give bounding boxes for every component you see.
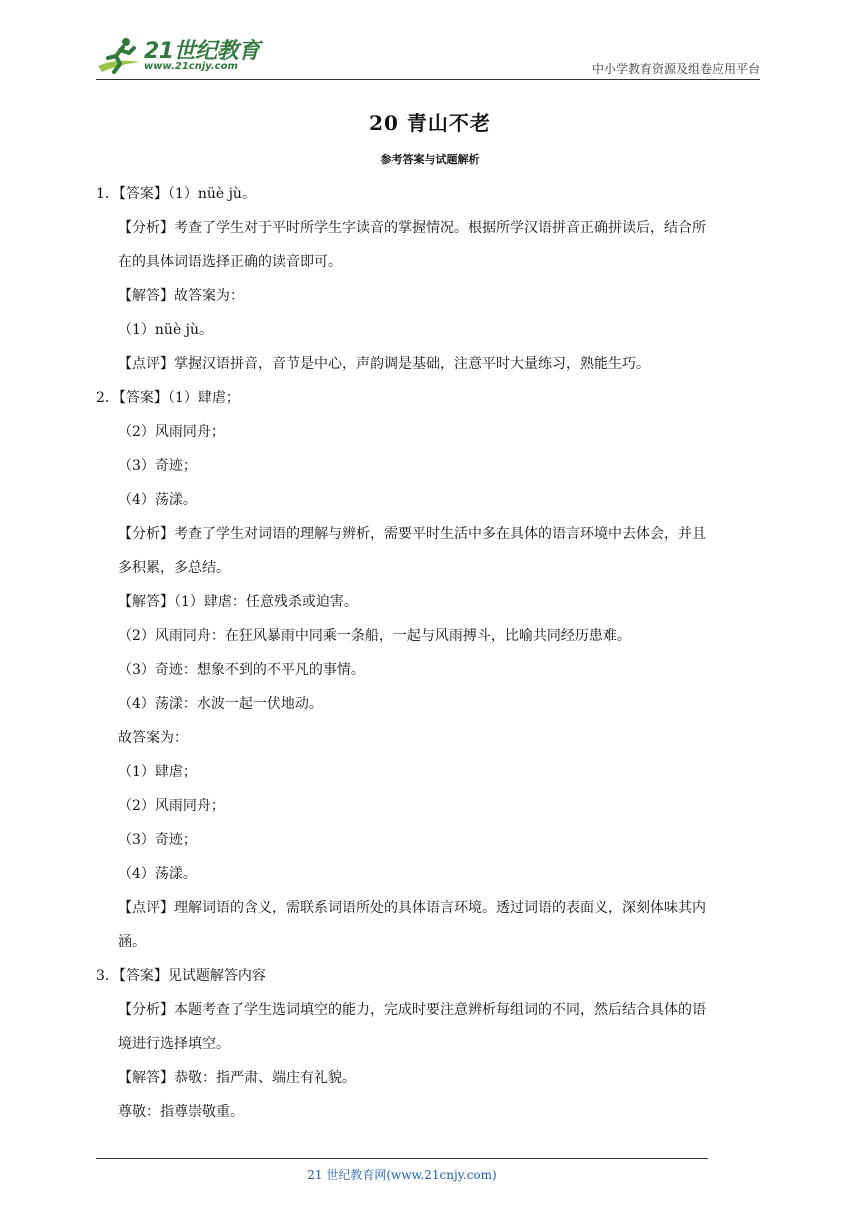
solution-line: （3）奇迹； [118,832,197,848]
answer-line: （3）奇迹； [118,458,197,474]
solution-line: 尊敬：指尊崇敬重。 [118,1104,244,1120]
runner-logo-icon [96,36,142,76]
analysis-line: 境进行选择填空。 [118,1036,230,1052]
answer-line: 3．【答案】见试题解答内容 [96,968,266,984]
page-header [96,30,760,80]
solution-line: （4）荡漾。 [118,866,197,882]
page-title: 20 青山不老 [369,111,491,135]
comment-line: 【点评】理解词语的含义，需联系词语所处的具体语言环境。透过词语的表面义，深刻体味其内 [118,900,706,916]
analysis-line: 【分析】考查了学生对于平时所学生字读音的掌握情况。根据所学汉语拼音正确拼读后，结合所 [118,220,706,236]
solution-line: 故答案为： [118,730,188,746]
answer-line: 1．【答案】（1）nüè jù。 [96,186,256,202]
header-divider [96,79,760,80]
answer-line: （2）风雨同舟； [118,424,225,440]
solution-line: 【解答】故答案为： [118,288,244,304]
platform-name: 中小学教育资源及组卷应用平台 [591,62,760,76]
analysis-line: 在的具体词语选择正确的读音即可。 [118,254,342,270]
logo-url-text: www.21cnjy.com [144,61,238,72]
site-logo [96,36,266,76]
solution-line: （1）肆虐； [118,764,197,780]
solution-line: （3）奇迹：想象不到的不平凡的事情。 [118,662,365,678]
solution-line: （4）荡漾：水波一起一伏地动。 [118,696,323,712]
analysis-line: 【分析】考查了学生对词语的理解与辨析，需要平时生活中多在具体的语言环境中去体会，并且 [118,526,706,542]
answer-line: （4）荡漾。 [118,492,197,508]
footer-link[interactable]: 21 世纪教育网(www.21cnjy.com) [307,1168,497,1182]
solution-line: 【解答】恭敬：指严肃、端庄有礼貌。 [118,1070,356,1086]
solution-line: （2）风雨同舟； [118,798,225,814]
answer-line: 2．【答案】（1）肆虐； [96,390,240,406]
solution-line: （1）nüè jù。 [118,322,214,338]
comment-line: 【点评】掌握汉语拼音，音节是中心，声韵调是基础，注意平时大量练习，熟能生巧。 [118,356,650,372]
footer-divider [96,1158,708,1159]
page-subtitle: 参考答案与试题解析 [380,153,480,166]
comment-line: 涵。 [118,934,146,950]
analysis-line: 多积累，多总结。 [118,560,230,576]
analysis-line: 【分析】本题考查了学生选词填空的能力，完成时要注意辨析每组词的不同，然后结合具体的语 [118,1002,706,1018]
solution-line: （2）风雨同舟：在狂风暴雨中同乘一条船，一起与风雨搏斗，比喻共同经历患难。 [118,628,631,644]
solution-line: 【解答】（1）肆虐：任意残杀或迫害。 [118,594,358,610]
logo-brand-text: 21世纪教育 [144,39,260,64]
